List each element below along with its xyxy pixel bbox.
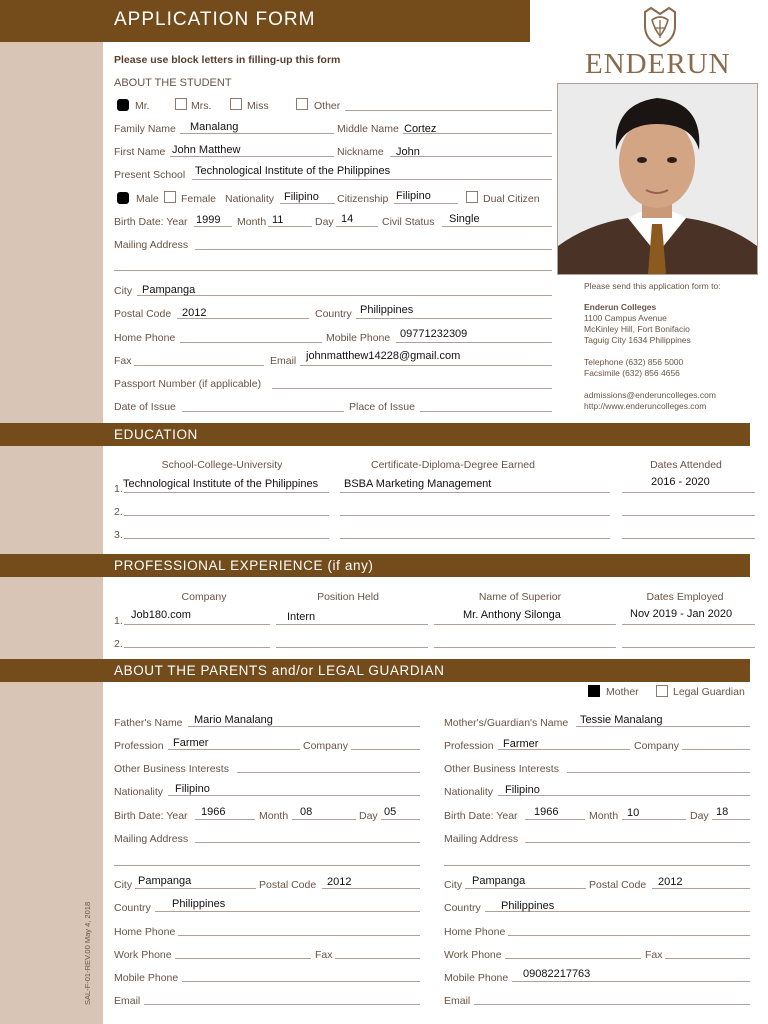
mother-day-line <box>712 819 750 820</box>
father-day-value[interactable]: 05 <box>384 806 397 818</box>
home-phone-line <box>180 342 322 343</box>
exp-company-value[interactable]: Job180.com <box>131 609 191 621</box>
nationality-value[interactable]: Filipino <box>284 191 319 203</box>
contact-telephone: Telephone (632) 856 5000 <box>584 357 684 367</box>
fathers-name-line <box>188 726 420 727</box>
parents-title: ABOUT THE PARENTS and/or LEGAL GUARDIAN <box>114 663 445 678</box>
edu-line <box>124 492 329 493</box>
mr-checkbox[interactable] <box>117 99 129 111</box>
edu-line <box>124 538 329 539</box>
mother-email-label: Email <box>444 995 471 1007</box>
middle-name-label: Middle Name <box>337 123 399 135</box>
birth-month-value[interactable]: 11 <box>272 214 284 226</box>
father-work-phone-line <box>175 958 311 959</box>
fax-label: Fax <box>114 355 132 367</box>
mother-postal-code-label: Postal Code <box>589 879 647 891</box>
mothers-name-line <box>576 726 750 727</box>
contact-address-line-3: Taguig City 1634 Philippines <box>584 335 691 345</box>
mother-city-value[interactable]: Pampanga <box>472 875 526 887</box>
father-email-line <box>144 1004 420 1005</box>
family-name-line <box>180 133 334 134</box>
exp-line <box>124 647 270 648</box>
edu-line <box>622 492 755 493</box>
mrs-label: Mrs. <box>191 100 212 112</box>
birth-day-line <box>336 226 378 227</box>
edu-certificate-value[interactable]: BSBA Marketing Management <box>344 478 492 490</box>
mother-label: Mother <box>606 686 639 698</box>
enderun-crest-icon <box>641 6 679 48</box>
legal-guardian-label: Legal Guardian <box>673 686 745 698</box>
father-city-label: City <box>114 879 133 891</box>
mother-mailing-address-line <box>525 842 750 843</box>
experience-band <box>0 554 750 577</box>
other-line <box>345 110 552 111</box>
mother-month-value[interactable]: 10 <box>627 807 640 819</box>
female-label: Female <box>181 193 217 205</box>
father-fax-label: Fax <box>315 949 333 961</box>
edu-row-num: 2. <box>114 506 123 518</box>
revision-code: SAL-F-01-REV.00 May 4, 2018 <box>83 901 92 1005</box>
dual-citizen-label: Dual Citizen <box>483 193 540 205</box>
father-company-label: Company <box>303 740 348 752</box>
father-other-business-line <box>237 772 420 773</box>
father-mobile-phone-label: Mobile Phone <box>114 972 179 984</box>
edu-header-certificate: Certificate-Diploma-Degree Earned <box>371 459 535 471</box>
mother-mailing-address-label: Mailing Address <box>444 833 519 845</box>
birth-year-label: Birth Date: Year <box>114 216 188 228</box>
city-label: City <box>114 285 133 297</box>
country-value[interactable]: Philippines <box>360 304 414 316</box>
contact-website[interactable]: http://www.enderuncolleges.com <box>584 401 707 411</box>
mother-postal-code-line <box>652 888 750 889</box>
edu-header-dates: Dates Attended <box>650 459 722 471</box>
father-nationality-label: Nationality <box>114 786 164 798</box>
father-home-phone-label: Home Phone <box>114 926 176 938</box>
male-label: Male <box>136 193 159 205</box>
family-name-value[interactable]: Manalang <box>190 121 239 133</box>
form-title: APPLICATION FORM <box>114 9 316 30</box>
exp-line <box>622 647 755 648</box>
place-of-issue-line <box>420 411 552 412</box>
mother-profession-label: Profession <box>444 740 494 752</box>
mother-home-phone-label: Home Phone <box>444 926 506 938</box>
fathers-name-label: Father's Name <box>114 717 183 729</box>
enderun-logo-text: ENDERUN <box>585 48 731 80</box>
mother-company-line <box>682 749 750 750</box>
father-profession-label: Profession <box>114 740 164 752</box>
family-name-label: Family Name <box>114 123 176 135</box>
mother-mobile-phone-label: Mobile Phone <box>444 972 509 984</box>
mother-birth-year-value[interactable]: 1966 <box>534 806 559 818</box>
mother-postal-code-value[interactable]: 2012 <box>658 876 683 888</box>
mother-fax-line <box>665 958 750 959</box>
applicant-photo <box>557 83 758 275</box>
student-section-title: ABOUT THE STUDENT <box>114 77 232 89</box>
exp-header-position: Position Held <box>317 591 379 603</box>
citizenship-label: Citizenship <box>337 193 389 205</box>
miss-label: Miss <box>247 100 269 112</box>
experience-title: PROFESSIONAL EXPERIENCE (if any) <box>114 558 374 573</box>
birth-year-value[interactable]: 1999 <box>196 214 221 226</box>
other-label: Other <box>314 100 341 112</box>
middle-name-value[interactable]: Cortez <box>404 123 437 135</box>
exp-header-dates: Dates Employed <box>646 591 724 603</box>
city-value[interactable]: Pampanga <box>142 284 196 296</box>
mother-city-label: City <box>444 879 463 891</box>
citizenship-line <box>394 203 458 204</box>
mother-day-value[interactable]: 18 <box>716 806 729 818</box>
father-country-value[interactable]: Philippines <box>172 898 226 910</box>
father-mailing-address-line <box>195 842 420 843</box>
contact-address-line-2: McKinley Hill, Fort Bonifacio <box>584 324 690 334</box>
postal-code-label: Postal Code <box>114 308 172 320</box>
email-value[interactable]: johnmatthew14228@gmail.com <box>306 350 461 362</box>
mother-country-value[interactable]: Philippines <box>501 900 555 912</box>
email-label: Email <box>270 355 297 367</box>
mother-mobile-phone-line <box>512 981 750 982</box>
father-work-phone-label: Work Phone <box>114 949 172 961</box>
father-nationality-line <box>168 795 420 796</box>
date-of-issue-label: Date of Issue <box>114 401 176 413</box>
father-email-label: Email <box>114 995 141 1007</box>
postal-code-value[interactable]: 2012 <box>182 307 207 319</box>
mother-birth-year-line <box>525 819 585 820</box>
mother-mobile-phone-value[interactable]: 09082217763 <box>523 968 591 980</box>
father-city-line <box>135 888 256 889</box>
exp-line <box>622 624 755 625</box>
first-name-value[interactable]: John Matthew <box>172 144 241 156</box>
applicant-portrait-icon <box>558 84 757 274</box>
mr-label: Mr. <box>135 100 150 112</box>
exp-header-superior: Name of Superior <box>478 591 562 603</box>
mother-email-line <box>474 1004 750 1005</box>
passport-label: Passport Number (if applicable) <box>114 378 262 390</box>
nationality-label: Nationality <box>225 193 275 205</box>
mobile-phone-label: Mobile Phone <box>326 332 391 344</box>
edu-row-num: 1. <box>114 483 123 495</box>
nationality-line <box>280 203 335 204</box>
mother-work-phone-label: Work Phone <box>444 949 502 961</box>
civil-status-line <box>442 226 552 227</box>
birth-month-line <box>268 226 312 227</box>
mother-city-line <box>465 888 586 889</box>
edu-header-school: School-College-University <box>161 459 283 471</box>
other-checkbox[interactable] <box>296 98 308 110</box>
edu-line <box>124 515 329 516</box>
mother-company-label: Company <box>634 740 679 752</box>
contact-facsimile: Facsimile (632) 856 4656 <box>584 368 680 378</box>
father-country-line <box>155 911 420 912</box>
edu-line <box>340 492 610 493</box>
present-school-value[interactable]: Technological Institute of the Philippines <box>195 165 391 177</box>
mother-nationality-label: Nationality <box>444 786 494 798</box>
edu-dates-value[interactable]: 2016 - 2020 <box>651 476 710 488</box>
father-profession-line <box>168 749 300 750</box>
father-city-value[interactable]: Pampanga <box>138 875 192 887</box>
exp-header-company: Company <box>181 591 227 603</box>
mother-day-label: Day <box>690 810 709 822</box>
exp-line <box>124 624 270 625</box>
contact-org: Enderun Colleges <box>584 302 657 312</box>
father-mailing-address-line-2 <box>114 865 420 866</box>
mailing-address-label: Mailing Address <box>114 239 189 251</box>
father-home-phone-line <box>178 935 420 936</box>
present-school-label: Present School <box>114 169 186 181</box>
first-name-label: First Name <box>114 146 166 158</box>
mother-other-business-label: Other Business Interests <box>444 763 559 775</box>
present-school-line <box>192 179 552 180</box>
contact-email[interactable]: admissions@enderuncolleges.com <box>584 390 716 400</box>
father-company-line <box>351 749 420 750</box>
mothers-name-label: Mother's/Guardian's Name <box>444 717 569 729</box>
father-birth-year-label: Birth Date: Year <box>114 810 188 822</box>
mother-work-phone-line <box>505 958 641 959</box>
mother-other-business-line <box>567 772 750 773</box>
home-phone-label: Home Phone <box>114 332 176 344</box>
mother-country-label: Country <box>444 902 481 914</box>
father-nationality-value[interactable]: Filipino <box>175 783 210 795</box>
mother-fax-label: Fax <box>645 949 663 961</box>
fathers-name-value[interactable]: Mario Manalang <box>194 714 273 726</box>
exp-line <box>434 624 616 625</box>
father-postal-code-label: Postal Code <box>259 879 317 891</box>
mother-month-line <box>622 819 686 820</box>
exp-row-num: 1. <box>114 615 123 627</box>
father-fax-line <box>335 958 420 959</box>
mailing-address-line <box>195 249 552 250</box>
mother-nationality-value[interactable]: Filipino <box>505 784 540 796</box>
exp-position-value[interactable]: Intern <box>287 611 316 623</box>
mothers-name-value[interactable]: Tessie Manalang <box>580 714 663 726</box>
city-line <box>137 295 552 296</box>
female-checkbox[interactable] <box>164 191 176 203</box>
mother-profession-value[interactable]: Farmer <box>503 738 539 750</box>
father-day-label: Day <box>359 810 378 822</box>
civil-status-value[interactable]: Single <box>449 213 480 225</box>
mother-mailing-address-line-2 <box>444 865 750 866</box>
dual-citizen-checkbox[interactable] <box>466 191 478 203</box>
exp-line <box>434 647 616 648</box>
father-month-line <box>292 819 356 820</box>
education-band <box>0 423 750 446</box>
nickname-value[interactable]: John <box>396 146 420 158</box>
date-of-issue-line <box>182 411 344 412</box>
first-name-line <box>170 156 334 157</box>
father-postal-code-line <box>322 888 420 889</box>
country-label: Country <box>315 308 352 320</box>
father-country-label: Country <box>114 902 151 914</box>
edu-line <box>340 515 610 516</box>
country-line <box>356 318 552 319</box>
birth-day-label: Day <box>315 216 334 228</box>
email-line <box>300 365 552 366</box>
exp-superior-value[interactable]: Mr. Anthony Silonga <box>463 609 561 621</box>
male-checkbox[interactable] <box>117 192 129 204</box>
exp-row-num: 2. <box>114 638 123 650</box>
edu-line <box>622 515 755 516</box>
edu-line <box>340 538 610 539</box>
place-of-issue-label: Place of Issue <box>349 401 415 413</box>
education-title: EDUCATION <box>114 427 198 442</box>
birth-day-value[interactable]: 14 <box>341 213 354 225</box>
exp-line <box>276 647 428 648</box>
father-month-label: Month <box>259 810 289 822</box>
edu-line <box>622 538 755 539</box>
mother-home-phone-line <box>508 935 750 936</box>
father-birth-year-line <box>195 819 255 820</box>
mother-month-label: Month <box>589 810 619 822</box>
mrs-checkbox[interactable] <box>175 98 187 110</box>
mobile-phone-line <box>396 342 552 343</box>
father-profession-value[interactable]: Farmer <box>173 737 209 749</box>
mobile-phone-value[interactable]: 09771232309 <box>400 328 468 340</box>
edu-school-value[interactable]: Technological Institute of the Philippines <box>123 478 319 490</box>
father-postal-code-value[interactable]: 2012 <box>327 876 352 888</box>
instruction-text: Please use block letters in filling-up this form <box>114 54 341 66</box>
legal-guardian-checkbox[interactable] <box>656 685 668 697</box>
father-month-value[interactable]: 08 <box>300 806 313 818</box>
edu-row-num: 3. <box>114 529 123 541</box>
left-sidebar <box>0 42 103 1024</box>
exp-line <box>276 624 428 625</box>
father-day-line <box>381 819 420 820</box>
fax-line <box>134 365 264 366</box>
birth-month-label: Month <box>237 216 267 228</box>
passport-line <box>272 388 552 389</box>
birth-year-line <box>194 226 232 227</box>
civil-status-label: Civil Status <box>382 216 435 228</box>
mailing-address-line-2 <box>114 270 552 271</box>
contact-intro: Please send this application form to: <box>584 281 721 291</box>
nickname-label: Nickname <box>337 146 384 158</box>
father-mailing-address-label: Mailing Address <box>114 833 189 845</box>
mother-checkbox[interactable] <box>588 685 600 697</box>
contact-address-line-1: 1100 Campus Avenue <box>584 313 667 323</box>
miss-checkbox[interactable] <box>230 98 242 110</box>
mother-birth-year-label: Birth Date: Year <box>444 810 518 822</box>
father-mobile-phone-line <box>182 981 420 982</box>
father-other-business-label: Other Business Interests <box>114 763 229 775</box>
father-birth-year-value[interactable]: 1966 <box>201 806 226 818</box>
citizenship-value[interactable]: Filipino <box>396 190 431 202</box>
exp-dates-value[interactable]: Nov 2019 - Jan 2020 <box>630 608 733 620</box>
